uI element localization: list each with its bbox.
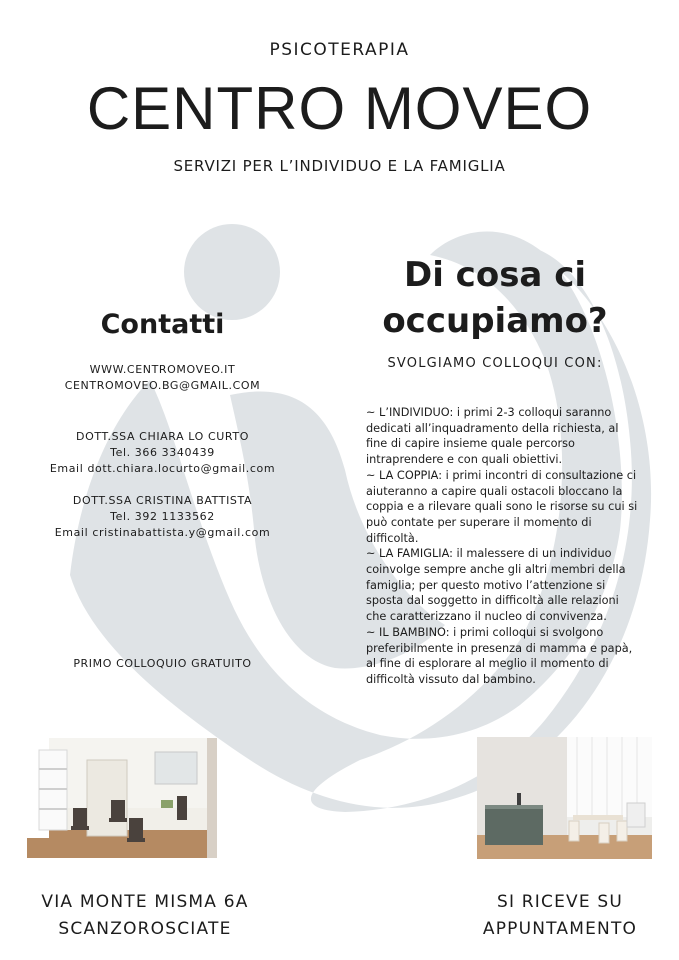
list-item: ~ IL BAMBINO: i primi colloqui si svolgono preferibilmente in presenza di mamma e papà, al fine di esplorare al meglio il momento di difficoltà vissuto dal bambino.: [366, 625, 633, 686]
address-street: VIA MONTE MISMA 6A: [41, 892, 249, 912]
website-link[interactable]: WWW.CENTROMOVEO.IT: [89, 363, 236, 376]
appointment-line: SI RICEVE SU: [496, 892, 624, 912]
contacts-heading: Contatti: [100, 309, 225, 340]
list-item: ~ L’INDIVIDUO: i primi 2-3 colloqui saranno dedicati all’inquadramento della richiesta, al fine di capire insieme quale percorso intraprendere e con quali obiettivi.: [366, 406, 619, 467]
page-title: CENTRO MOVEO: [86, 75, 593, 142]
free-session-note: PRIMO COLLOQUIO GRATUITO: [73, 657, 252, 670]
services-heading-line: occupiamo?: [382, 301, 608, 341]
doctor-phone[interactable]: Tel. 392 1133562: [110, 510, 215, 523]
services-list: [366, 405, 638, 688]
services-heading-line: Di cosa ci: [403, 255, 587, 295]
list-item: ~ LA COPPIA: i primi incontri di consultazione ci aiuteranno a capire quali ostacoli bloccano la coppia e a rilevare quali sono le risorse su cui si può contate per superare il momento di difficoltà.: [366, 468, 638, 545]
services-subheading: SVOLGIAMO COLLOQUI CON:: [387, 356, 603, 371]
appointment-line: APPUNTAMENTO: [482, 919, 638, 939]
doctor-email[interactable]: Email cristinabattista.y@gmail.com: [54, 526, 271, 539]
doctor-email[interactable]: Email dott.chiara.locurto@gmail.com: [49, 462, 276, 475]
page-subtitle: SERVIZI PER L’INDIVIDUO E LA FAMIGLIA: [173, 157, 506, 175]
appointment-note: [430, 889, 679, 943]
doctor-contact: [40, 429, 285, 477]
doctor-name: DOTT.SSA CHIARA LO CURTO: [76, 430, 249, 443]
office-photo-right: [477, 737, 652, 859]
contact-web-block: [40, 362, 285, 394]
address-block: [0, 889, 290, 943]
doctor-name: DOTT.SSA CRISTINA BATTISTA: [72, 494, 253, 507]
kicker-text: PSICOTERAPIA: [269, 40, 410, 60]
doctor-contact: [40, 493, 285, 541]
office-photo-left: [27, 738, 217, 858]
email-link[interactable]: CENTROMOVEO.BG@GMAIL.COM: [64, 379, 261, 392]
list-item: ~ LA FAMIGLIA: il malessere di un individuo coinvolge sempre anche gli altri membri della famiglia; per questo motivo l’attenzione si sposta dal soggetto in difficoltà alle relazioni che caratterizzano il nucleo di convivenza.: [366, 547, 626, 624]
address-city: SCANZOROSCIATE: [58, 919, 232, 939]
doctor-phone[interactable]: Tel. 366 3340439: [110, 446, 215, 459]
services-heading: [345, 252, 645, 344]
